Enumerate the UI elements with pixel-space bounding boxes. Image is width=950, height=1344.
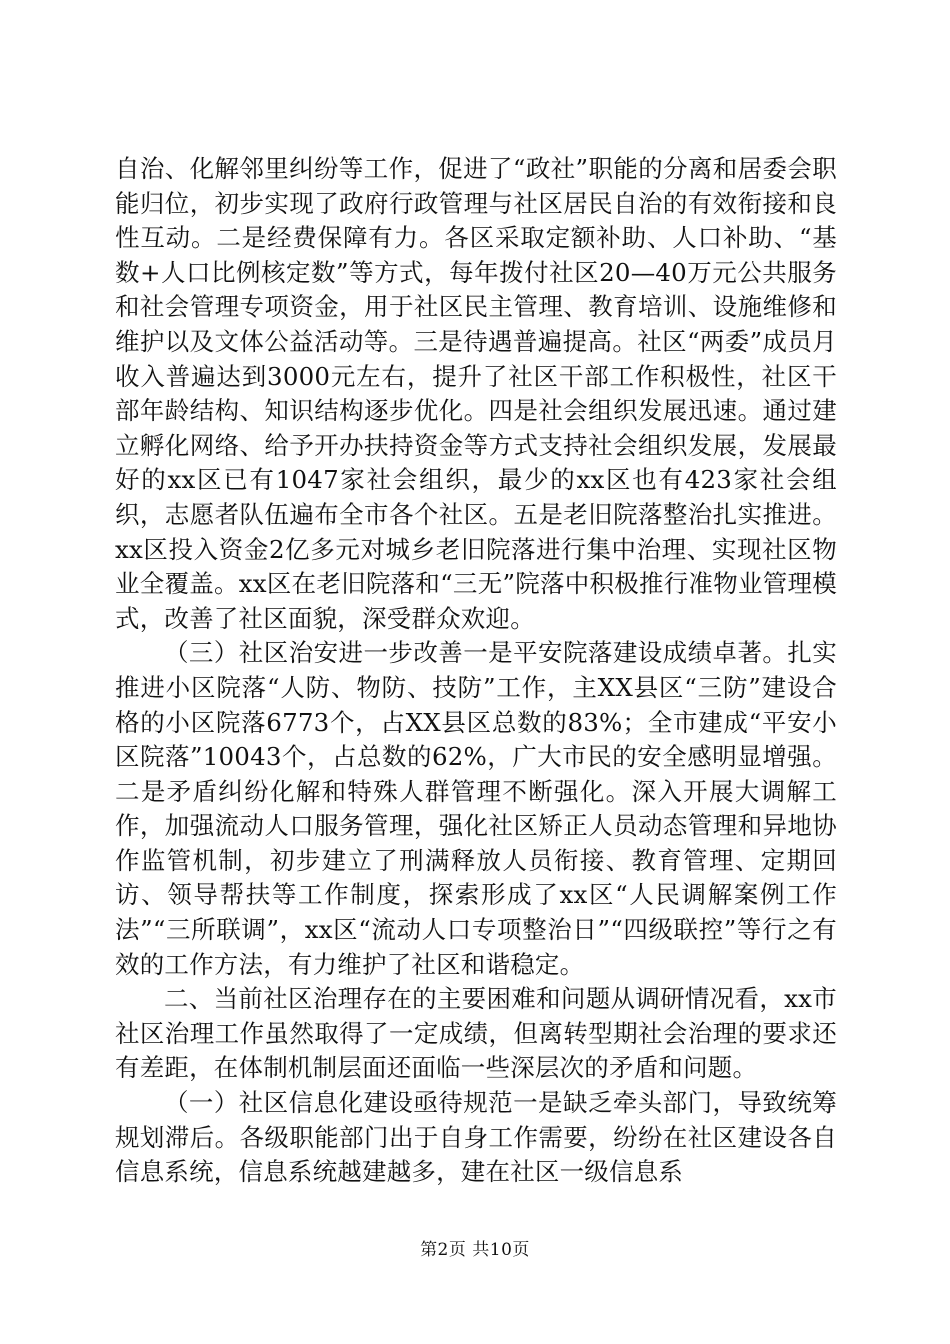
document-body — [115, 152, 837, 1190]
paragraph-continuation: 自治、化解邻里纠纷等工作，促进了“政社”职能的分离和居委会职能归位，初步实现了政府行政管理与社区居民自治的有效衔接和良性互动。二是经费保障有力。各区采取定额补助、人口补助、“基数+人口比例核定数”等方式，每年拨付社区20—40万元公共服务和社会管理专项资金，用于社区民主管理、教育培训、设施维修和维护以及文体公益活动等。三是待遇普遍提高。社区“两委”成员月收入普遍达到3000元左右，提升了社区干部工作积极性，社区干部年龄结构、知识结构逐步优化。四是社会组织发展迅速。通过建立孵化网络、给予开办扶持资金等方式支持社会组织发展，发展最好的xx区已有1047家社会组织，最少的xx区也有423家社会组织，志愿者队伍遍布全市各个社区。五是老旧院落整治扎实推进。xx区投入资金2亿多元对城乡老旧院落进行集中治理、实现社区物业全覆盖。xx区在老旧院落和“三无”院落中积极推行准物业管理模式，改善了社区面貌，深受群众欢迎。 — [115, 154, 837, 633]
paragraph-section-two-heading: 二、当前社区治理存在的主要困难和问题从调研情况看，xx市社区治理工作虽然取得了一定成绩，但离转型期社会治理的要求还有差距，在体制机制层面还面临一些深层次的矛盾和问题。 — [115, 984, 837, 1083]
paragraph-community-security: （三）社区治安进一步改善一是平安院落建设成绩卓著。扎实推进小区院落“人防、物防、技防”工作，主XX县区“三防”建设合格的小区院落6773个，占XX县区总数的83%；全市建成“平安小区院落”10043个，占总数的62%，广大市民的安全感明显增强。二是矛盾纠纷化解和特殊人群管理不断强化。深入开展大调解工作，加强流动人口服务管理，强化社区矫正人员动态管理和异地协作监管机制，初步建立了刑满释放人员衔接、教育管理、定期回访、领导帮扶等工作制度，探索形成了xx区“人民调解案例工作法”“三所联调”，xx区“流动人口专项整治日”“四级联控”等行之有效的工作方法，有力维护了社区和谐稳定。 — [115, 638, 837, 979]
page-number-footer: 第2页 共10页 — [420, 1240, 530, 1260]
paragraph-informatization: （一）社区信息化建设亟待规范一是缺乏牵头部门，导致统筹规划滞后。各级职能部门出于自身工作需要，纷纷在社区建设各自信息系统，信息系统越建越多，建在社区一级信息系 — [115, 1088, 837, 1187]
